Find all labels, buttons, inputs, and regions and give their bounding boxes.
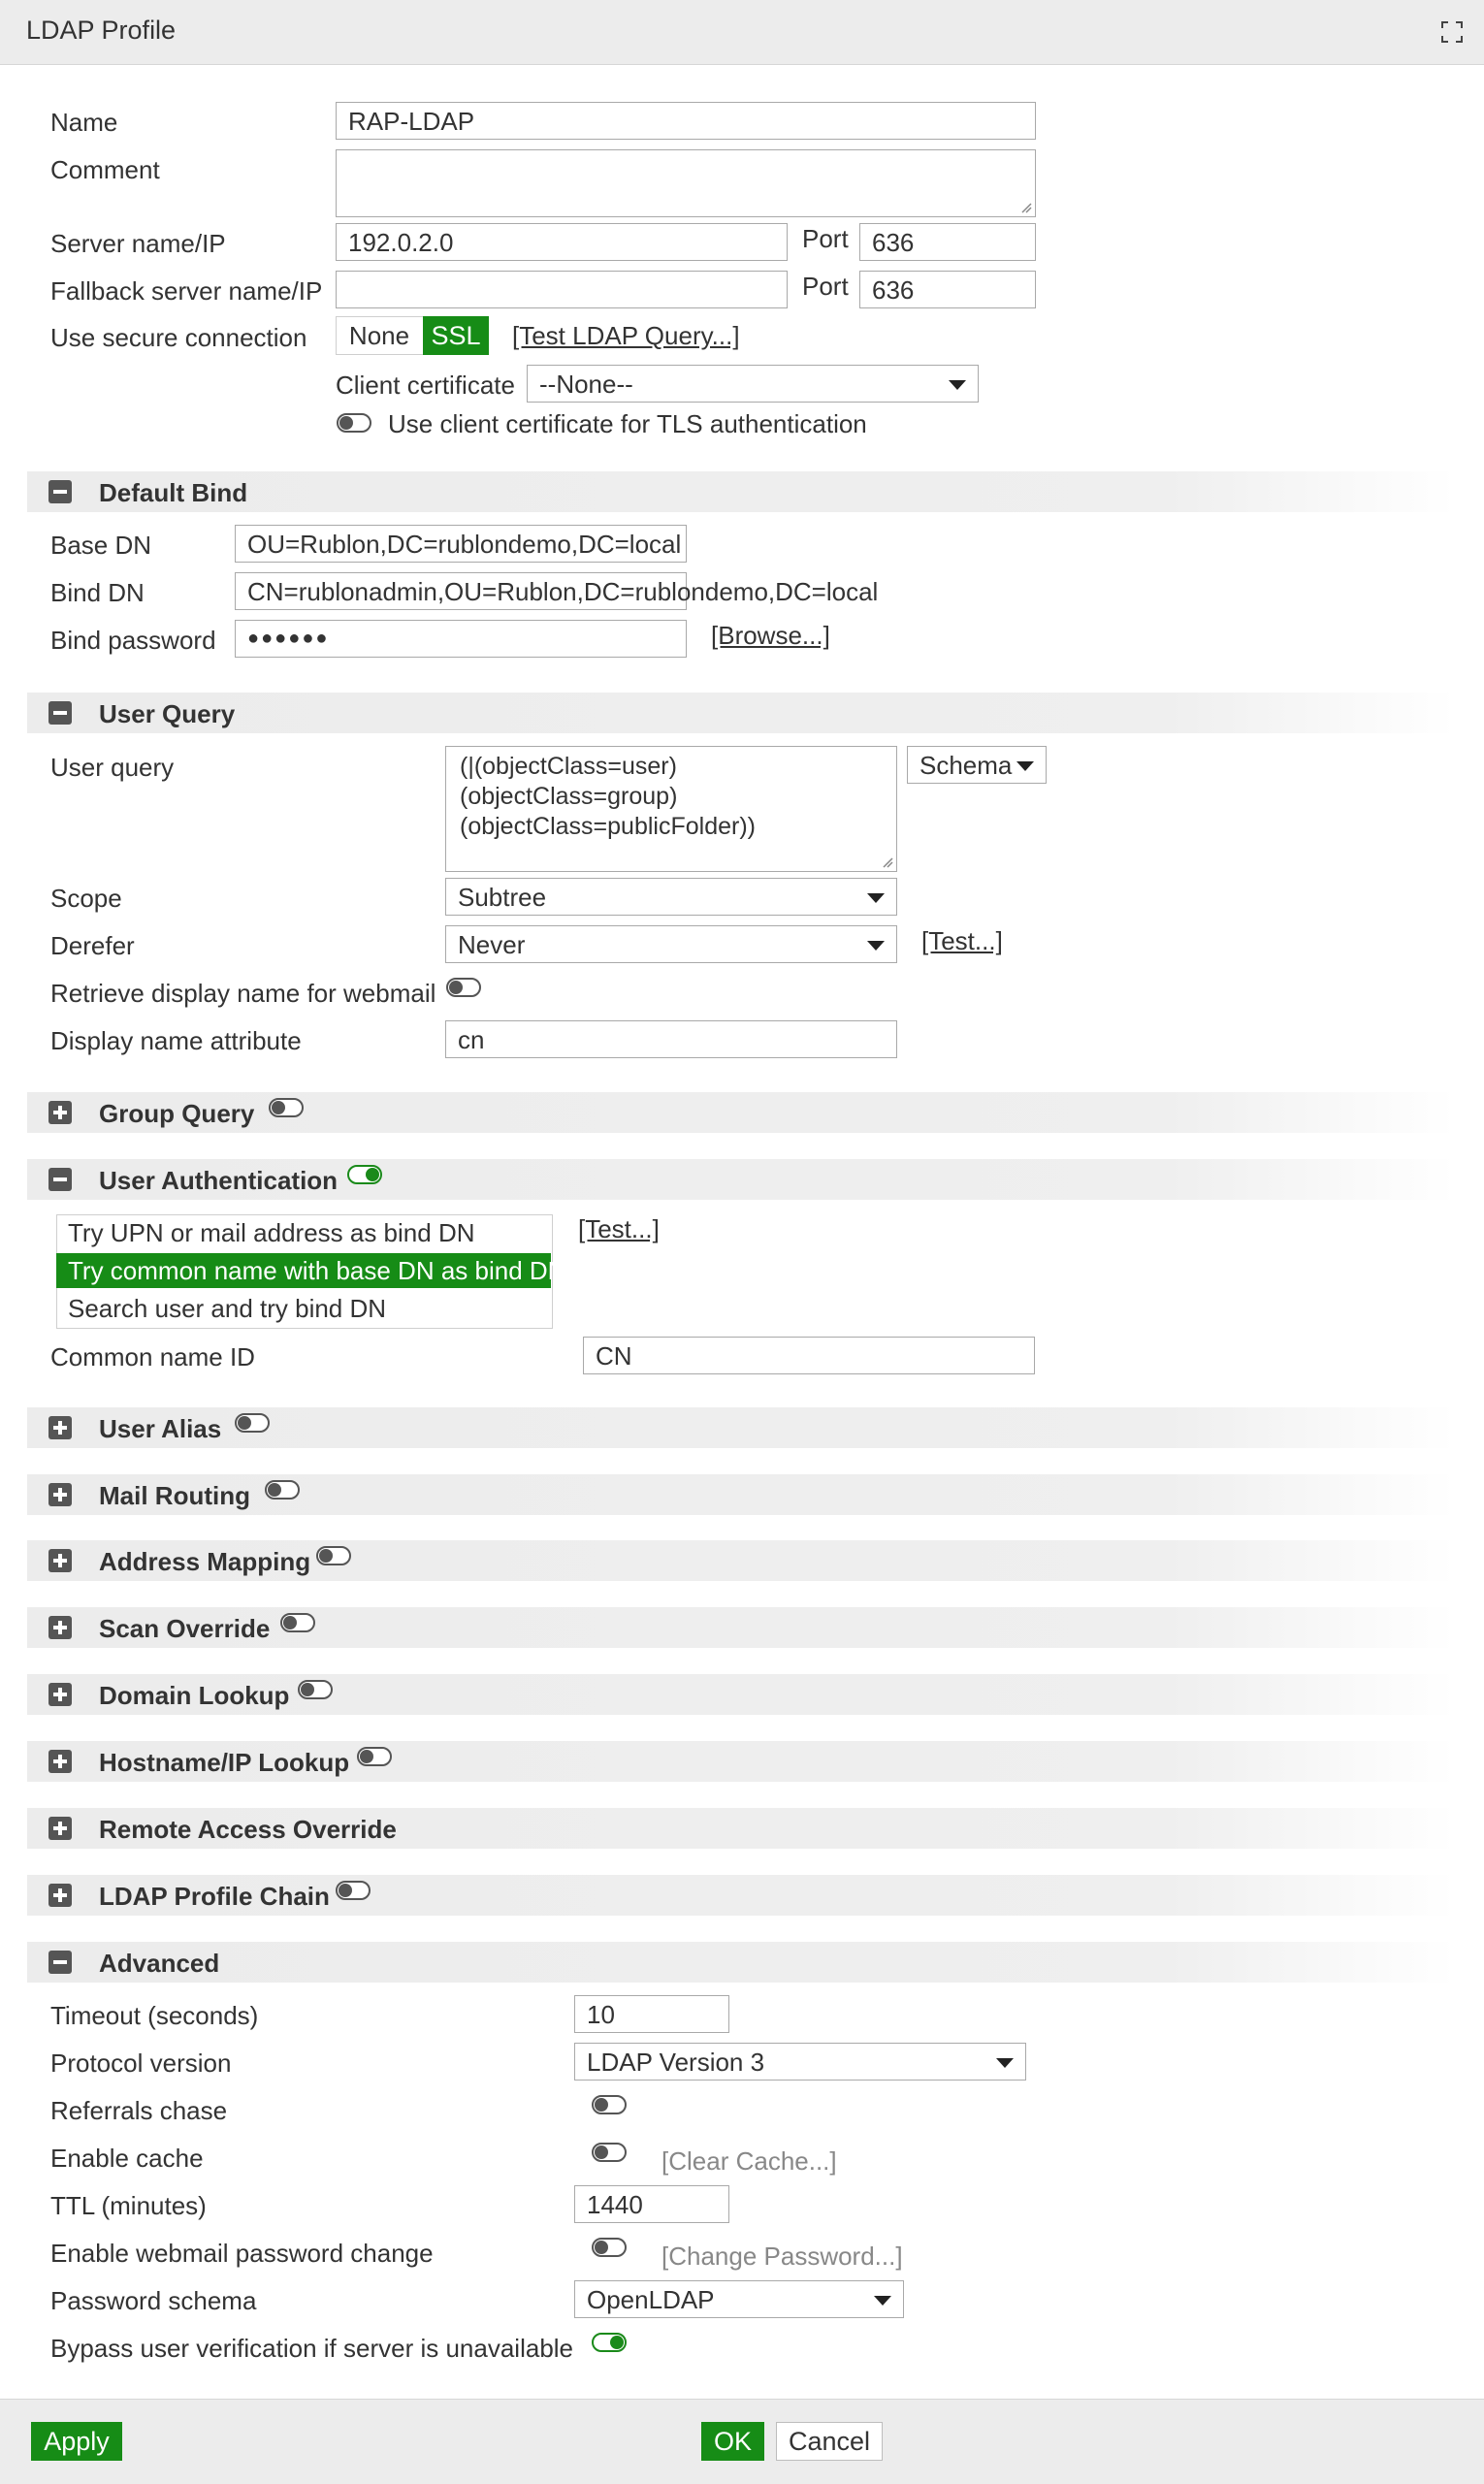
group-query-toggle[interactable] bbox=[269, 1098, 304, 1117]
apply-button[interactable]: Apply bbox=[31, 2422, 122, 2461]
retrieve-display-label: Retrieve display name for webmail bbox=[50, 979, 436, 1008]
section-domain-lookup[interactable] bbox=[27, 1674, 1455, 1715]
section-title: Group Query bbox=[99, 1099, 255, 1128]
expand-icon[interactable] bbox=[48, 1549, 72, 1572]
expand-icon[interactable] bbox=[48, 1817, 72, 1840]
scan-override-toggle[interactable] bbox=[280, 1613, 315, 1632]
fallback-port-label: Port bbox=[802, 272, 849, 301]
chevron-down-icon bbox=[867, 893, 885, 903]
fallback-port-input[interactable]: 636 bbox=[859, 271, 1036, 308]
expand-icon[interactable] bbox=[48, 1750, 72, 1773]
chevron-down-icon bbox=[867, 941, 885, 951]
name-input[interactable]: RAP-LDAP bbox=[336, 102, 1036, 140]
referrals-toggle[interactable] bbox=[592, 2095, 627, 2114]
scope-select[interactable] bbox=[445, 878, 897, 916]
client-cert-label: Client certificate bbox=[336, 371, 515, 400]
section-title: Mail Routing bbox=[99, 1481, 250, 1510]
resize-handle-icon[interactable] bbox=[882, 856, 893, 868]
cache-toggle[interactable] bbox=[592, 2143, 627, 2162]
protocol-value: LDAP Version 3 bbox=[587, 2048, 765, 2077]
section-user-alias[interactable] bbox=[27, 1407, 1455, 1448]
section-title: Domain Lookup bbox=[99, 1681, 290, 1710]
section-title: Default Bind bbox=[99, 478, 248, 507]
client-cert-value: --None-- bbox=[539, 370, 633, 399]
collapse-icon[interactable] bbox=[48, 480, 72, 503]
tls-toggle[interactable] bbox=[337, 413, 371, 433]
user-query-line: (objectClass=group) bbox=[460, 783, 678, 810]
resize-handle-icon[interactable] bbox=[1020, 202, 1032, 213]
section-group-query[interactable] bbox=[27, 1092, 1455, 1133]
chevron-down-icon bbox=[949, 380, 966, 390]
derefer-label: Derefer bbox=[50, 931, 135, 960]
user-query-line: (objectClass=publicFolder)) bbox=[460, 813, 756, 840]
auth-option-upn[interactable]: Try UPN or mail address as bind DN bbox=[68, 1218, 475, 1247]
expand-icon[interactable] bbox=[48, 1483, 72, 1506]
section-hostname-ip-lookup[interactable] bbox=[27, 1741, 1455, 1782]
title-bar bbox=[0, 0, 1484, 65]
pw-schema-select[interactable] bbox=[574, 2280, 904, 2318]
ldap-profile-chain-toggle[interactable] bbox=[336, 1881, 371, 1900]
user-query-label: User query bbox=[50, 753, 175, 782]
expand-icon[interactable] bbox=[48, 1416, 72, 1439]
server-input[interactable]: 192.0.2.0 bbox=[336, 223, 788, 261]
section-mail-routing[interactable] bbox=[27, 1474, 1455, 1515]
section-title: Scan Override bbox=[99, 1614, 271, 1643]
section-default-bind[interactable] bbox=[27, 471, 1455, 512]
port-label: Port bbox=[802, 224, 849, 253]
bypass-label: Bypass user verification if server is unavailable bbox=[50, 2334, 574, 2363]
expand-icon[interactable] bbox=[48, 1683, 72, 1706]
section-scan-override[interactable] bbox=[27, 1607, 1455, 1648]
base-dn-input[interactable]: OU=Rublon,DC=rublondemo,DC=local bbox=[235, 525, 687, 563]
scope-value: Subtree bbox=[458, 883, 547, 912]
section-title: User Authentication bbox=[99, 1166, 339, 1195]
pw-schema-label: Password schema bbox=[50, 2286, 257, 2315]
section-title: Remote Access Override bbox=[99, 1815, 397, 1844]
clear-cache-link[interactable]: [Clear Cache...] bbox=[661, 2146, 837, 2176]
secure-label: Use secure connection bbox=[50, 323, 307, 352]
bind-password-input[interactable]: ●●●●●● bbox=[235, 620, 687, 658]
port-input[interactable]: 636 bbox=[859, 223, 1036, 261]
webmail-pw-label: Enable webmail password change bbox=[50, 2239, 434, 2268]
maximize-icon[interactable] bbox=[1441, 21, 1463, 43]
auth-option-search-user[interactable]: Search user and try bind DN bbox=[68, 1294, 387, 1323]
section-remote-access-override[interactable] bbox=[27, 1808, 1455, 1849]
expand-icon[interactable] bbox=[48, 1101, 72, 1124]
domain-lookup-toggle[interactable] bbox=[298, 1680, 333, 1699]
bind-password-label: Bind password bbox=[50, 626, 216, 655]
collapse-icon[interactable] bbox=[48, 1168, 72, 1191]
test-ldap-query-link[interactable]: [Test LDAP Query...] bbox=[512, 321, 740, 350]
retrieve-display-toggle[interactable] bbox=[446, 978, 481, 997]
change-password-link[interactable]: [Change Password...] bbox=[661, 2242, 903, 2271]
chevron-down-icon bbox=[1016, 761, 1034, 771]
section-ldap-profile-chain[interactable] bbox=[27, 1875, 1455, 1916]
chevron-down-icon bbox=[874, 2296, 891, 2306]
schema-dropdown[interactable] bbox=[907, 746, 1047, 784]
protocol-select[interactable] bbox=[574, 2043, 1026, 2081]
ok-button[interactable]: OK bbox=[701, 2422, 764, 2461]
ttl-label: TTL (minutes) bbox=[50, 2191, 207, 2220]
user-auth-test-link[interactable]: [Test...] bbox=[578, 1214, 660, 1243]
section-title: Hostname/IP Lookup bbox=[99, 1748, 350, 1777]
fallback-label: Fallback server name/IP bbox=[50, 276, 323, 306]
section-user-authentication[interactable] bbox=[27, 1159, 1455, 1200]
section-advanced[interactable] bbox=[27, 1942, 1455, 1983]
user-alias-toggle[interactable] bbox=[235, 1413, 270, 1433]
display-attr-input[interactable]: cn bbox=[445, 1020, 897, 1058]
schema-label: Schema bbox=[919, 751, 1013, 780]
common-name-id-input[interactable]: CN bbox=[583, 1337, 1035, 1374]
bypass-toggle[interactable] bbox=[592, 2333, 627, 2352]
address-mapping-toggle[interactable] bbox=[316, 1546, 351, 1565]
protocol-label: Protocol version bbox=[50, 2048, 232, 2078]
cache-label: Enable cache bbox=[50, 2144, 204, 2173]
scope-label: Scope bbox=[50, 884, 122, 913]
base-dn-label: Base DN bbox=[50, 531, 152, 560]
user-query-textarea[interactable] bbox=[445, 746, 897, 872]
comment-textarea[interactable] bbox=[336, 149, 1036, 217]
mail-routing-toggle[interactable] bbox=[265, 1480, 300, 1500]
timeout-label: Timeout (seconds) bbox=[50, 2001, 259, 2030]
hostname-ip-lookup-toggle[interactable] bbox=[357, 1747, 392, 1766]
window-title: LDAP Profile bbox=[26, 16, 177, 45]
section-title: User Alias bbox=[99, 1414, 222, 1443]
user-auth-toggle[interactable] bbox=[347, 1165, 382, 1184]
referrals-label: Referrals chase bbox=[50, 2096, 228, 2125]
ttl-input[interactable]: 1440 bbox=[574, 2185, 729, 2223]
client-cert-select[interactable] bbox=[527, 365, 979, 403]
expand-icon[interactable] bbox=[48, 1616, 72, 1639]
user-query-test-link[interactable]: [Test...] bbox=[921, 926, 1003, 955]
comment-label: Comment bbox=[50, 155, 160, 184]
section-title: Address Mapping bbox=[99, 1547, 311, 1576]
tls-toggle-label: Use client certificate for TLS authentication bbox=[388, 409, 867, 438]
common-name-id-label: Common name ID bbox=[50, 1342, 255, 1371]
derefer-select[interactable] bbox=[445, 925, 897, 963]
fallback-input[interactable] bbox=[336, 271, 788, 308]
name-label: Name bbox=[50, 108, 118, 137]
section-title: LDAP Profile Chain bbox=[99, 1882, 330, 1911]
pw-schema-value: OpenLDAP bbox=[587, 2285, 715, 2314]
auth-option-common-name[interactable]: Try common name with base DN as bind DN bbox=[56, 1253, 551, 1288]
display-attr-label: Display name attribute bbox=[50, 1026, 302, 1055]
collapse-icon[interactable] bbox=[48, 701, 72, 725]
timeout-input[interactable]: 10 bbox=[574, 1995, 729, 2033]
secure-option-none[interactable]: None bbox=[348, 321, 410, 350]
user-query-line: (|(objectClass=user) bbox=[460, 753, 677, 780]
section-user-query[interactable] bbox=[27, 693, 1455, 733]
collapse-icon[interactable] bbox=[48, 1951, 72, 1974]
section-title: Advanced bbox=[99, 1949, 220, 1978]
chevron-down-icon bbox=[996, 2058, 1014, 2068]
browse-link[interactable]: [Browse...] bbox=[711, 621, 830, 650]
bind-dn-input[interactable]: CN=rublonadmin,OU=Rublon,DC=rublondemo,DC=local bbox=[235, 572, 687, 610]
section-title: User Query bbox=[99, 699, 236, 728]
cancel-button[interactable]: Cancel bbox=[776, 2422, 883, 2461]
secure-option-ssl[interactable]: SSL bbox=[423, 316, 489, 355]
server-label: Server name/IP bbox=[50, 229, 226, 258]
webmail-pw-toggle[interactable] bbox=[592, 2238, 627, 2257]
section-address-mapping[interactable] bbox=[27, 1540, 1455, 1581]
derefer-value: Never bbox=[458, 930, 526, 959]
expand-icon[interactable] bbox=[48, 1884, 72, 1907]
bind-dn-label: Bind DN bbox=[50, 578, 145, 607]
